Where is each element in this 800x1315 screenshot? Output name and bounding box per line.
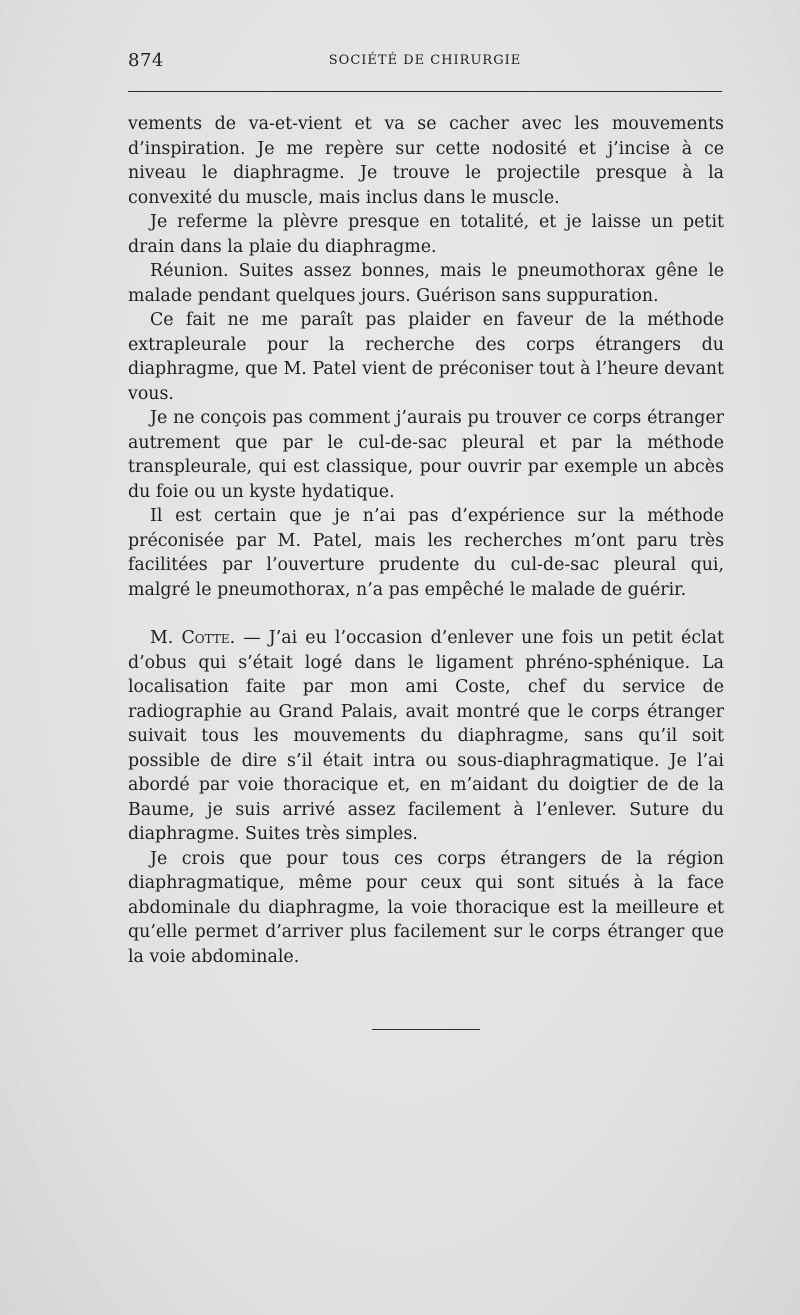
header-rule (128, 91, 722, 92)
running-title: SOCIÉTÉ DE CHIRURGIE (328, 53, 522, 68)
paragraph: Réunion. Suites assez bonnes, mais le pneumothorax gêne le malade pendant quelques jours. Guérison sans suppuration. (128, 261, 724, 306)
page-header (128, 50, 722, 76)
speaker-name: Cotte (181, 628, 230, 648)
paragraph-continued: vements de va-et-vient et va se cacher avec les mouvements d’inspiration. Je me repère sur cette nodosité et j’incise à ce niveau le diaphragme. Je trouve le projectile presque à la convexité du muscle, mais inclus dans le muscle. (128, 114, 724, 208)
page-number: 874 (128, 50, 164, 71)
paragraph: Je referme la plèvre presque en totalité, et je laisse un petit drain dans la plaie du diaphragme. (128, 212, 724, 257)
speaker-text: . — J’ai eu l’occasion d’enlever une fois un petit éclat d’obus qui s’était logé dans le ligament phréno-sphénique. La localisation faite par mon ami Coste, chef du service de radiographie au Grand Palais, avait montré que le corps étranger suivait tous les mouvements du diaphragme, sans qu’il soit possible de dire s’il était intra ou sous-diaphragmatique. Je l’ai abordé par voie thoracique et, en m’aidant du doigtier de de la Baume, je suis arrivé assez facilement à l’enlever. Suture du diaphragme. Suites très simples. (128, 628, 724, 844)
paragraph: Ce fait ne me paraît pas plaider en faveur de la méthode extrapleurale pour la recherche des corps étrangers du diaphragme, que M. Patel vient de préconiser tout à l’heure devant vous. (128, 310, 724, 404)
closing-paragraph: Je crois que pour tous ces corps étrangers de la région diaphragmatique, même pour ceux qui sont situés à la face abdominale du diaphragme, la voie thoracique est la meilleure et qu’elle permet d’arriver plus facilement sur le corps étranger que la voie abdominale. (128, 848, 724, 967)
paragraph: Je ne conçois pas comment j’aurais pu trouver ce corps étranger autrement que par le cul-de-sac pleural et par la méthode transpleurale, qui est classique, pour ouvrir par exemple un abcès du foie ou un kyste hydatique. (128, 408, 724, 502)
section-end-rule (372, 1029, 480, 1030)
paragraph: Il est certain que je n’ai pas d’expérience sur la méthode préconisée par M. Patel, mais les recherches m’ont paru très facilitées par l’ouverture prudente du cul-de-sac pleural qui, malgré le pneumothorax, n’a pas empêché le malade de guérir. (128, 506, 724, 600)
speaker-paragraph (128, 626, 724, 847)
body-text (128, 112, 724, 969)
speaker-prefix: M. (150, 628, 182, 648)
